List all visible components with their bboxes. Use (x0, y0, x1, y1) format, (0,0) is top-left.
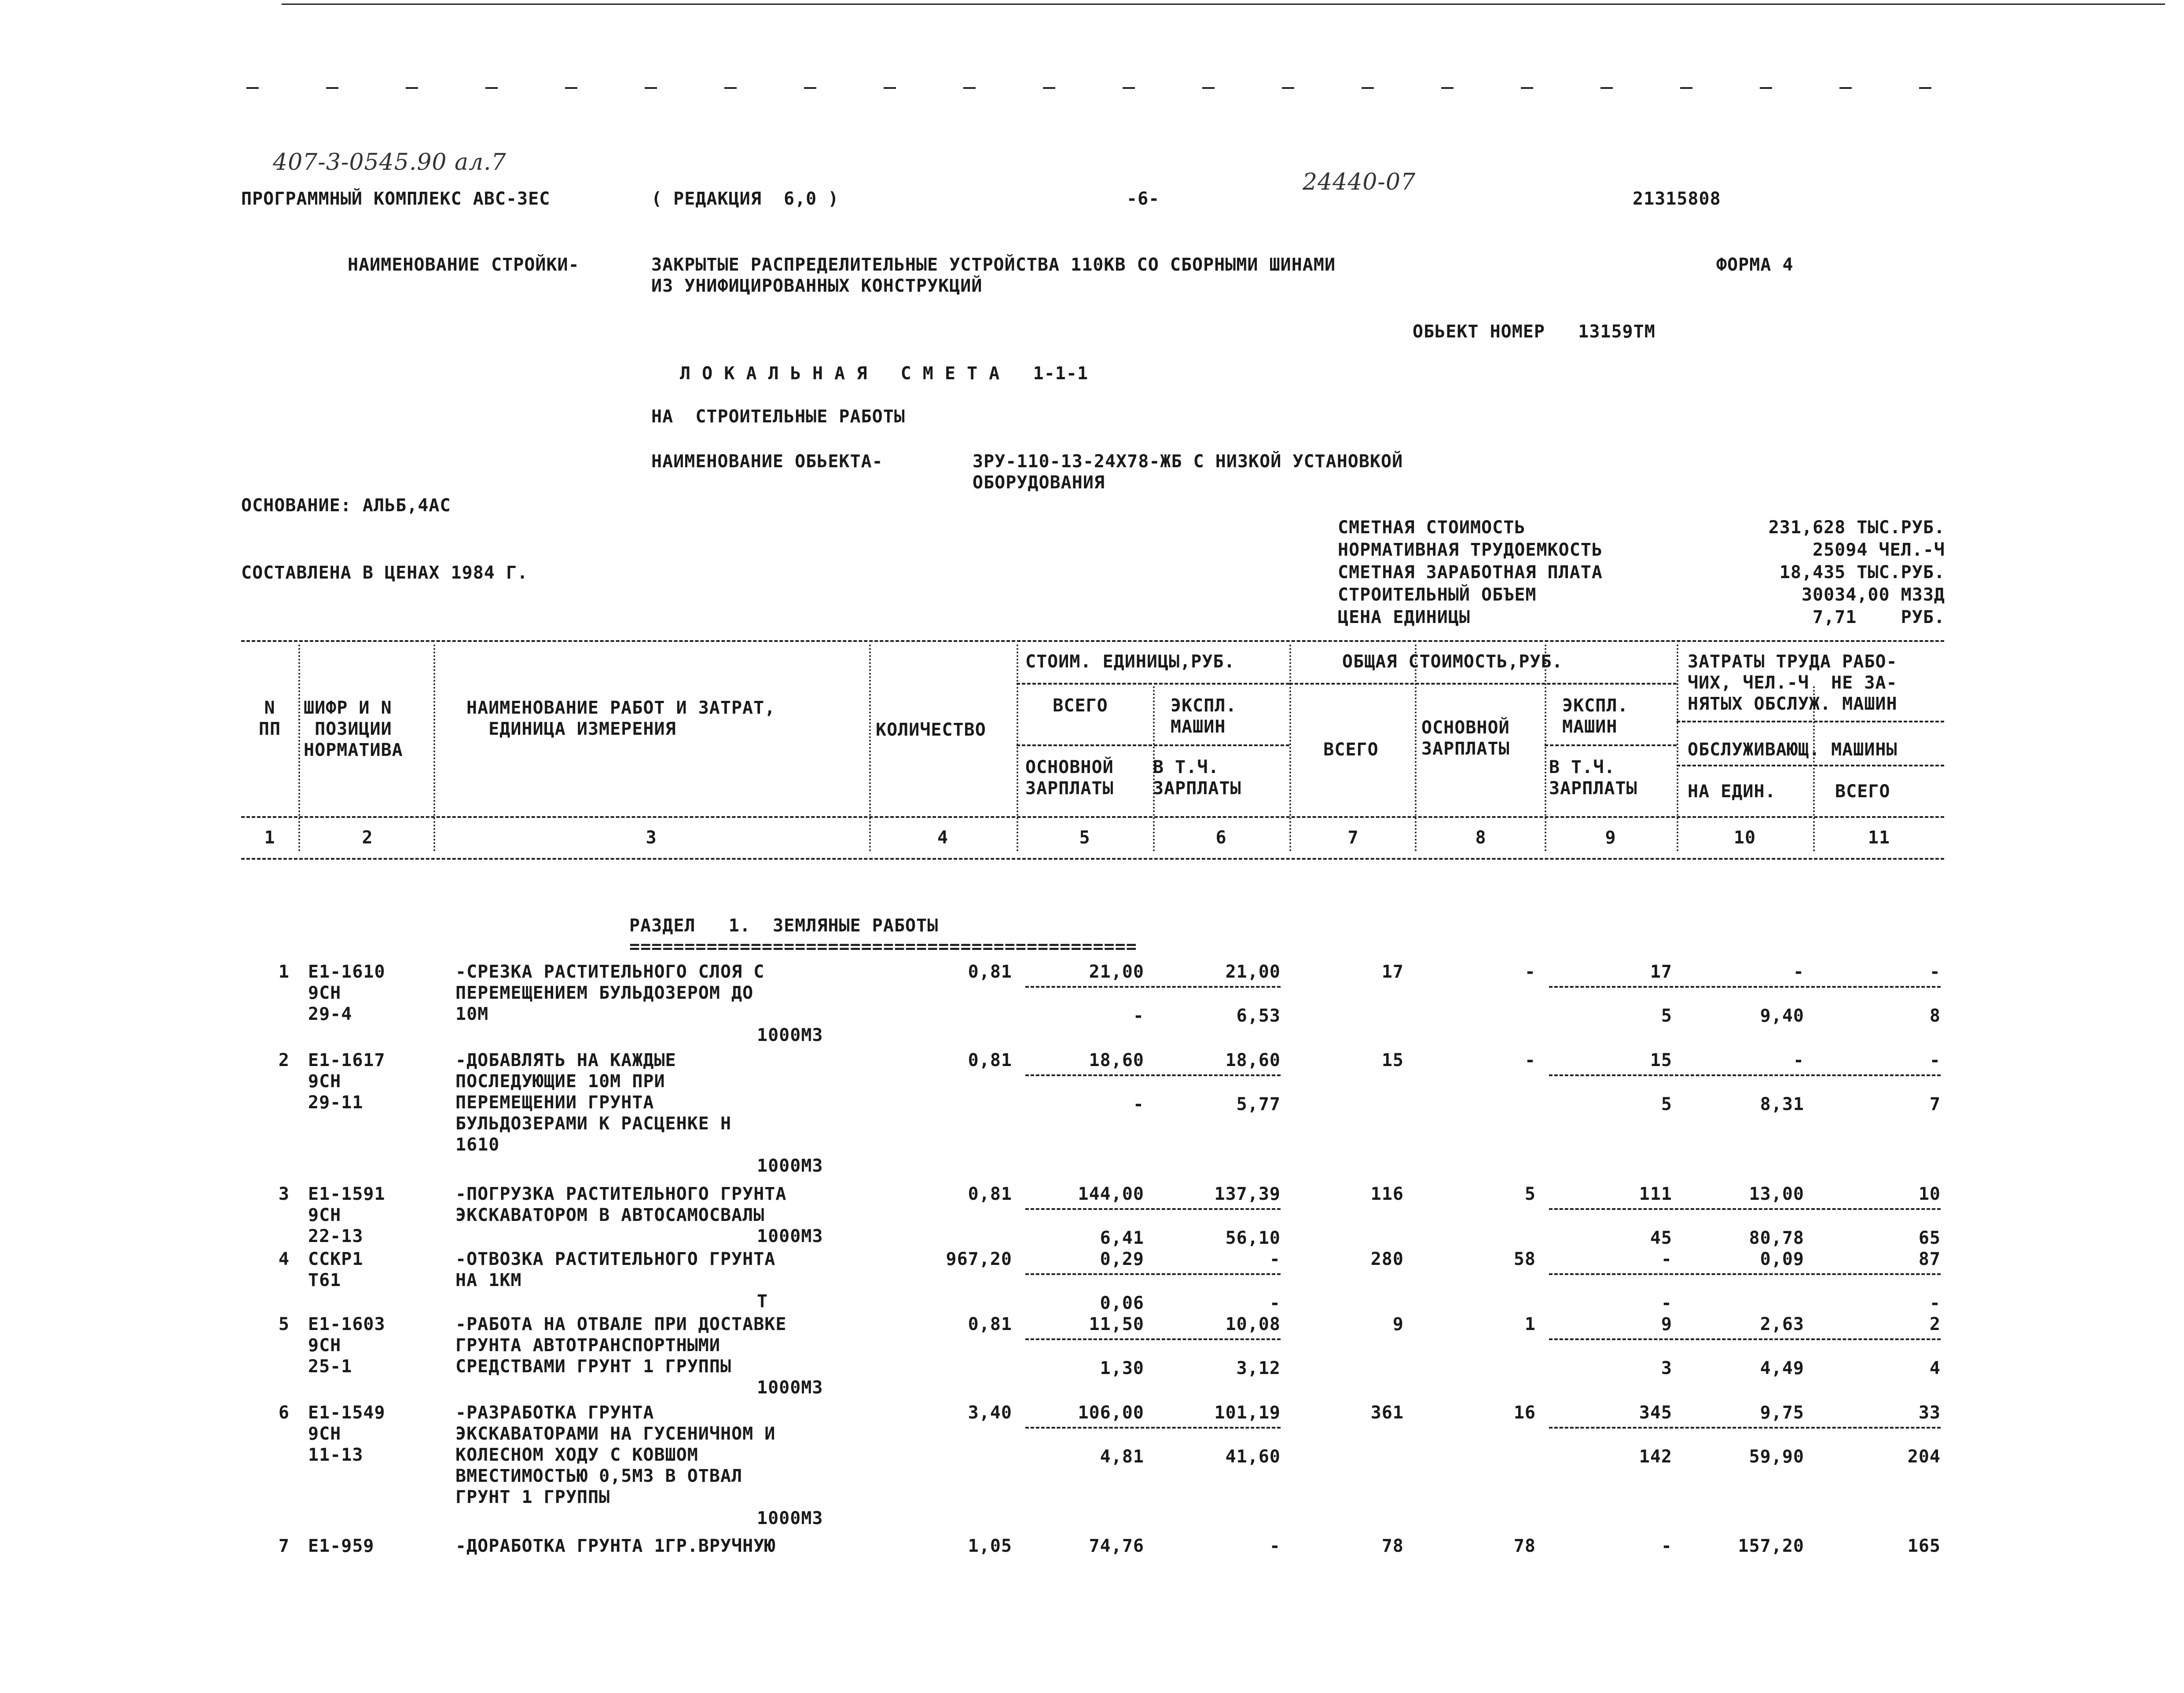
summary-value: 18,435 ТЫС.РУБ. (1779, 562, 1945, 583)
col-header-total-salary: ОСНОВНОЙ ЗАРПЛАТЫ (1421, 718, 1510, 759)
row-labor-per-unit: 9,75 (1760, 1403, 1804, 1423)
row-sub-rule (1025, 1074, 1281, 1076)
row-total: 361 (1370, 1403, 1404, 1423)
row-total: 280 (1370, 1249, 1404, 1269)
row-total-machine-salary: 5 (1661, 1006, 1672, 1026)
summary-label: НОРМАТИВНАЯ ТРУДОЕМКОСТЬ (1338, 540, 1603, 560)
summary-value: 231,628 ТЫС.РУБ. (1768, 517, 1945, 538)
row-unit-machines: - (1269, 1536, 1281, 1556)
row-labor-total: 165 (1907, 1536, 1941, 1556)
row-sub-rule (1549, 1074, 1941, 1076)
row-unit-salary: - (1133, 1094, 1144, 1114)
row-total-salary: 1 (1524, 1314, 1536, 1334)
row-code: Е1-1610 9СН 29-4 (308, 962, 385, 1024)
row-sub-rule (1025, 1338, 1281, 1340)
row-number: 2 (278, 1050, 290, 1070)
decor-dash (1521, 87, 1533, 89)
col-header-total-machine-salary: В Т.Ч. ЗАРПЛАТЫ (1549, 757, 1637, 799)
row-labor-total: 87 (1918, 1249, 1941, 1269)
row-labor-machines-per-unit: 4,49 (1760, 1358, 1804, 1378)
row-unit: 1000М3 (757, 1156, 823, 1176)
col-header-labor: ЗАТРАТЫ ТРУДА РАБО- ЧИХ, ЧЕЛ.-Ч НЕ ЗА- НЯТЫХ ОБСЛУЖ. МАШИН (1688, 652, 1898, 714)
col-header-unit-cost: СТОИМ. ЕДИНИЦЫ,РУБ. (1025, 652, 1235, 672)
col-header-total: ВСЕГО (1323, 740, 1379, 760)
row-total-salary: 58 (1513, 1249, 1536, 1269)
decor-dash (884, 87, 896, 89)
row-total: 9 (1392, 1314, 1404, 1334)
row-unit: 1000М3 (757, 1025, 823, 1045)
row-labor-total: 2 (1929, 1314, 1941, 1334)
row-total-machines: 345 (1639, 1403, 1672, 1423)
row-unit-machines: 10,08 (1225, 1314, 1281, 1334)
row-labor-per-unit: 2,63 (1760, 1314, 1804, 1334)
row-total-machines: 9 (1661, 1314, 1672, 1334)
row-number: 7 (278, 1536, 290, 1556)
object-name-line1: ЗРУ-110-13-24Х78-ЖБ С НИЗКОЙ УСТАНОВКОЙ (973, 451, 1403, 472)
row-sub-rule (1549, 1273, 1941, 1275)
row-labor-machines-per-unit: 9,40 (1760, 1006, 1804, 1026)
row-unit-machine-salary: 6,53 (1236, 1006, 1281, 1026)
col-header-unit-machines: ЭКСПЛ. МАШИН (1171, 696, 1237, 737)
edition: ( РЕДАКЦИЯ 6,0 ) (651, 189, 839, 209)
row-labor-per-unit: - (1793, 962, 1804, 982)
row-sub-rule (1549, 1338, 1941, 1340)
summary-label: СМЕТНАЯ СТОИМОСТЬ (1338, 517, 1526, 538)
row-unit-machine-salary: 5,77 (1236, 1094, 1281, 1114)
decor-dash (1600, 87, 1613, 89)
row-labor-per-unit: 13,00 (1749, 1184, 1804, 1204)
column-number: 10 (1733, 828, 1756, 848)
column-number: 2 (362, 828, 373, 848)
row-quantity: 0,81 (968, 962, 1012, 982)
row-unit-total: 21,00 (1089, 962, 1144, 982)
object-name-label: НАИМЕНОВАНИЕ ОБЬЕКТА- (651, 451, 883, 472)
row-quantity: 0,81 (968, 1184, 1012, 1204)
row-quantity: 0,81 (968, 1050, 1012, 1070)
row-labor-machines-total: 7 (1929, 1094, 1941, 1114)
row-code: Е1-1603 9СН 25-1 (308, 1314, 385, 1377)
row-unit-machines: 137,39 (1214, 1184, 1281, 1204)
row-total-machines: - (1661, 1249, 1672, 1269)
row-sub-rule (1025, 1273, 1281, 1275)
row-unit-total: 18,60 (1089, 1050, 1144, 1070)
section-underline: ============================================== (629, 937, 1137, 957)
labor-mid-divider (1677, 765, 1944, 766)
col-header-quantity: КОЛИЧЕСТВО (876, 720, 986, 740)
row-total: 116 (1370, 1184, 1404, 1204)
estimate-title: Л О К А Л Ь Н А Я С М Е Т А 1-1-1 (680, 363, 1089, 384)
row-total-salary: 5 (1524, 1184, 1536, 1204)
row-total: 15 (1381, 1050, 1404, 1070)
handwritten-number: 24440-07 (1303, 169, 1416, 195)
row-labor-machines-per-unit: 8,31 (1760, 1094, 1804, 1114)
row-name: -СРЕЗКА РАСТИТЕЛЬНОГО СЛОЯ С ПЕРЕМЕЩЕНИЕМ БУЛЬДОЗЕРОМ ДО 10М (455, 962, 765, 1024)
row-name: -РАБОТА НА ОТВАЛЕ ПРИ ДОСТАВКЕ ГРУНТА АВТОТРАНСПОРТНЫМИ СРЕДСТВАМИ ГРУНТ 1 ГРУППЫ (455, 1314, 787, 1377)
row-sub-rule (1025, 986, 1281, 988)
row-sub-rule (1549, 1427, 1941, 1429)
row-total-salary: 16 (1513, 1403, 1536, 1423)
col-header-unit-machine-salary: В Т.Ч. ЗАРПЛАТЫ (1153, 757, 1241, 799)
summary-value: 25094 ЧЕЛ.-Ч (1813, 540, 1945, 560)
row-quantity: 3,40 (968, 1403, 1012, 1423)
summary-value: 30034,00 М3ЗД (1801, 585, 1945, 605)
row-unit-total: 144,00 (1078, 1184, 1144, 1204)
col-header-code: ШИФР И N ПОЗИЦИИ НОРМАТИВА (304, 698, 403, 760)
col-header-name: НАИМЕНОВАНИЕ РАБОТ И ЗАТРАТ, ЕДИНИЦА ИЗМЕРЕНИЯ (466, 698, 776, 739)
decor-dash (326, 87, 338, 89)
build-name-line1: ЗАКРЫТЫЕ РАСПРЕДЕЛИТЕЛЬНЫЕ УСТРОЙСТВА 110КВ СО СБОРНЫМИ ШИНАМИ (651, 255, 1336, 275)
row-sub-rule (1025, 1427, 1281, 1429)
basis: ОСНОВАНИЕ: АЛЬБ,4АС (241, 495, 451, 516)
row-unit-machine-salary: - (1269, 1293, 1281, 1313)
decor-dash (1282, 87, 1294, 89)
row-labor-machines-total: 204 (1907, 1447, 1941, 1467)
decor-dash (1760, 87, 1772, 89)
column-number: 6 (1215, 828, 1227, 848)
row-unit-machines: 21,00 (1225, 962, 1281, 982)
column-number: 5 (1079, 828, 1090, 848)
row-labor-machines-total: 65 (1918, 1228, 1941, 1248)
row-code: ССКР1 Т61 (308, 1249, 363, 1290)
row-labor-machines-per-unit: 59,90 (1749, 1447, 1804, 1467)
row-sub-rule (1549, 1208, 1941, 1210)
object-number: ОБЬЕКТ НОМЕР 13159ТМ (1413, 322, 1655, 342)
decor-dash (1839, 87, 1852, 89)
row-name: -ДОБАВЛЯТЬ НА КАЖДЫЕ ПОСЛЕДУЮЩИЕ 10М ПРИ ПЕРЕМЕЩЕНИИ ГРУНТА БУЛЬДОЗЕРАМИ К РАСЦЕНКЕ Н 1610 (455, 1050, 732, 1155)
row-unit-salary: 4,81 (1100, 1447, 1144, 1467)
row-total-machines: - (1661, 1536, 1672, 1556)
table-top-rule (241, 640, 1944, 642)
decor-dash (1202, 87, 1215, 89)
summary-label: СМЕТНАЯ ЗАРАБОТНАЯ ПЛАТА (1338, 562, 1603, 583)
handwritten-reference: 407-3-0545.90 ал.7 (273, 149, 507, 176)
row-labor-machines-total: 4 (1929, 1358, 1941, 1378)
decor-dash (406, 87, 418, 89)
object-name-line2: ОБОРУДОВАНИЯ (973, 473, 1105, 493)
col-header-per-unit: НА ЕДИН. (1688, 781, 1776, 802)
row-code: Е1-1591 9СН 22-13 (308, 1184, 385, 1246)
column-separator (1545, 645, 1546, 851)
decor-dash (485, 87, 498, 89)
row-total-machine-salary: - (1661, 1293, 1672, 1313)
decor-dash (804, 87, 816, 89)
row-name: -ОТВОЗКА РАСТИТЕЛЬНОГО ГРУНТА НА 1КМ (455, 1249, 776, 1290)
build-name-label: НАИМЕНОВАНИЕ СТРОЙКИ- (348, 255, 580, 275)
row-unit: 1000М3 (757, 1378, 823, 1398)
decor-dash (724, 87, 737, 89)
col-header-labor-total: ВСЕГО (1835, 781, 1890, 802)
form-label: ФОРМА 4 (1716, 255, 1794, 275)
build-name-line2: ИЗ УНИФИЦИРОВАННЫХ КОНСТРУКЦИЙ (651, 276, 983, 296)
row-labor-per-unit: - (1793, 1050, 1804, 1070)
row-quantity: 967,20 (946, 1249, 1012, 1269)
unit-cost-divider (1017, 683, 1289, 685)
decor-dash (1680, 87, 1692, 89)
row-number: 6 (278, 1403, 290, 1423)
row-total-machine-salary: 3 (1661, 1358, 1672, 1378)
row-labor-total: - (1929, 962, 1941, 982)
column-separator (1017, 645, 1018, 851)
row-unit-total: 11,50 (1089, 1314, 1144, 1334)
column-separator (433, 645, 435, 851)
row-labor-per-unit: 0,09 (1760, 1249, 1804, 1269)
decor-dash (1123, 87, 1135, 89)
row-total-machines: 17 (1650, 962, 1672, 982)
row-labor-total: 33 (1918, 1403, 1941, 1423)
row-number: 1 (278, 962, 290, 982)
summary-label: ЦЕНА ЕДИНИЦЫ (1338, 607, 1470, 627)
row-sub-rule (1549, 986, 1941, 988)
col-header-unit-total: ВСЕГО (1053, 696, 1108, 716)
section-title: РАЗДЕЛ 1. ЗЕМЛЯНЫЕ РАБОТЫ (629, 916, 939, 936)
machines-mid-divider (1545, 744, 1677, 746)
row-number: 4 (278, 1249, 290, 1269)
row-number: 3 (278, 1184, 290, 1204)
decor-dash (246, 87, 259, 89)
works-type: НА СТРОИТЕЛЬНЫЕ РАБОТЫ (651, 407, 905, 427)
table-numbers-rule (241, 858, 1944, 860)
row-unit-salary: 1,30 (1100, 1358, 1144, 1378)
column-number: 9 (1605, 828, 1616, 848)
table-header-bottom-rule (241, 816, 1944, 818)
column-separator (1415, 645, 1417, 851)
row-unit-total: 74,76 (1089, 1536, 1144, 1556)
row-labor-total: 10 (1918, 1184, 1941, 1204)
program-name: ПРОГРАММНЫЙ КОМПЛЕКС АВС-ЗЕС (241, 189, 551, 209)
decor-dash (1441, 87, 1454, 89)
row-labor-machines-per-unit: 80,78 (1749, 1228, 1804, 1248)
row-labor-machines-total: 8 (1929, 1006, 1941, 1026)
column-number: 1 (264, 828, 275, 848)
row-unit: Т (757, 1291, 768, 1312)
row-unit-machines: 101,19 (1214, 1403, 1281, 1423)
decor-dash (963, 87, 976, 89)
row-total-machines: 111 (1639, 1184, 1672, 1204)
summary-value: 7,71 РУБ. (1813, 607, 1945, 627)
row-name: -ПОГРУЗКА РАСТИТЕЛЬНОГО ГРУНТА ЭКСКАВАТОРОМ В АВТОСАМОСВАЛЫ (455, 1184, 787, 1225)
row-unit-total: 106,00 (1078, 1403, 1144, 1423)
document-code: 21315808 (1633, 189, 1721, 209)
row-code: Е1-1617 9СН 29-11 (308, 1050, 385, 1113)
row-number: 5 (278, 1314, 290, 1334)
column-separator (869, 645, 871, 851)
column-number: 7 (1347, 828, 1359, 848)
row-unit-machine-salary: 3,12 (1236, 1358, 1281, 1378)
row-total-machines: 15 (1650, 1050, 1672, 1070)
decor-dash (645, 87, 657, 89)
row-total: 17 (1381, 962, 1404, 982)
page-number: -6- (1127, 189, 1160, 209)
column-separator (1289, 645, 1291, 851)
price-level: СОСТАВЛЕНА В ЦЕНАХ 1984 Г. (241, 563, 529, 583)
row-unit-machine-salary: 56,10 (1225, 1228, 1281, 1248)
decor-dash (1043, 87, 1055, 89)
row-total-salary: 78 (1513, 1536, 1536, 1556)
col-header-labor-machines: ОБСЛУЖИВАЮЩ. МАШИНЫ (1688, 740, 1898, 760)
col-header-unit-salary: ОСНОВНОЙ ЗАРПЛАТЫ (1025, 757, 1114, 799)
row-quantity: 1,05 (968, 1536, 1012, 1556)
row-unit-machines: 18,60 (1225, 1050, 1281, 1070)
row-unit-salary: - (1133, 1006, 1144, 1026)
row-unit-salary: 6,41 (1100, 1228, 1144, 1248)
column-number: 11 (1868, 828, 1890, 848)
summary-label: СТРОИТЕЛЬНЫЙ ОБЪЕМ (1338, 585, 1537, 605)
col-header-total-machines: ЭКСПЛ. МАШИН (1562, 696, 1629, 737)
row-total-salary: - (1524, 962, 1536, 982)
column-number: 4 (937, 828, 949, 848)
col-header-total-cost: ОБЩАЯ СТОИМОСТЬ,РУБ. (1342, 652, 1563, 672)
decor-dash (1919, 87, 1931, 89)
decor-dash (1362, 87, 1374, 89)
row-unit-machines: - (1269, 1249, 1281, 1269)
decor-dash (565, 87, 577, 89)
top-border-line (282, 4, 2165, 5)
row-code: Е1-959 (308, 1536, 374, 1556)
total-cost-divider (1289, 683, 1677, 685)
row-quantity: 0,81 (968, 1314, 1012, 1334)
column-separator (298, 645, 300, 851)
row-total-machine-salary: 5 (1661, 1094, 1672, 1114)
row-sub-rule (1025, 1208, 1281, 1210)
row-labor-per-unit: 157,20 (1738, 1536, 1804, 1556)
column-number: 8 (1475, 828, 1487, 848)
row-unit-salary: 0,06 (1100, 1293, 1144, 1313)
row-total: 78 (1381, 1536, 1404, 1556)
row-total-machine-salary: 45 (1650, 1228, 1672, 1248)
labor-divider (1677, 721, 1944, 722)
row-total-machine-salary: 142 (1639, 1447, 1672, 1467)
row-labor-total: - (1929, 1050, 1941, 1070)
row-unit-total: 0,29 (1100, 1249, 1144, 1269)
row-name: -РАЗРАБОТКА ГРУНТА ЭКСКАВАТОРАМИ НА ГУСЕНИЧНОМ И КОЛЕСНОМ ХОДУ С КОВШОМ ВМЕСТИМОСТЬЮ 0,5М3 В ОТВАЛ ГРУНТ 1 ГРУППЫ (455, 1403, 776, 1507)
row-total-salary: - (1524, 1050, 1536, 1070)
row-unit: 1000М3 (757, 1508, 823, 1528)
column-separator (1677, 645, 1678, 851)
row-unit-machine-salary: 41,60 (1225, 1447, 1281, 1467)
column-number: 3 (646, 828, 657, 848)
row-code: Е1-1549 9СН 11-13 (308, 1403, 385, 1465)
row-labor-machines-total: - (1929, 1293, 1941, 1313)
row-name: -ДОРАБОТКА ГРУНТА 1ГР.ВРУЧНУЮ (455, 1536, 776, 1556)
col-header-number: N ПП (258, 698, 281, 739)
row-unit: 1000М3 (757, 1226, 823, 1246)
